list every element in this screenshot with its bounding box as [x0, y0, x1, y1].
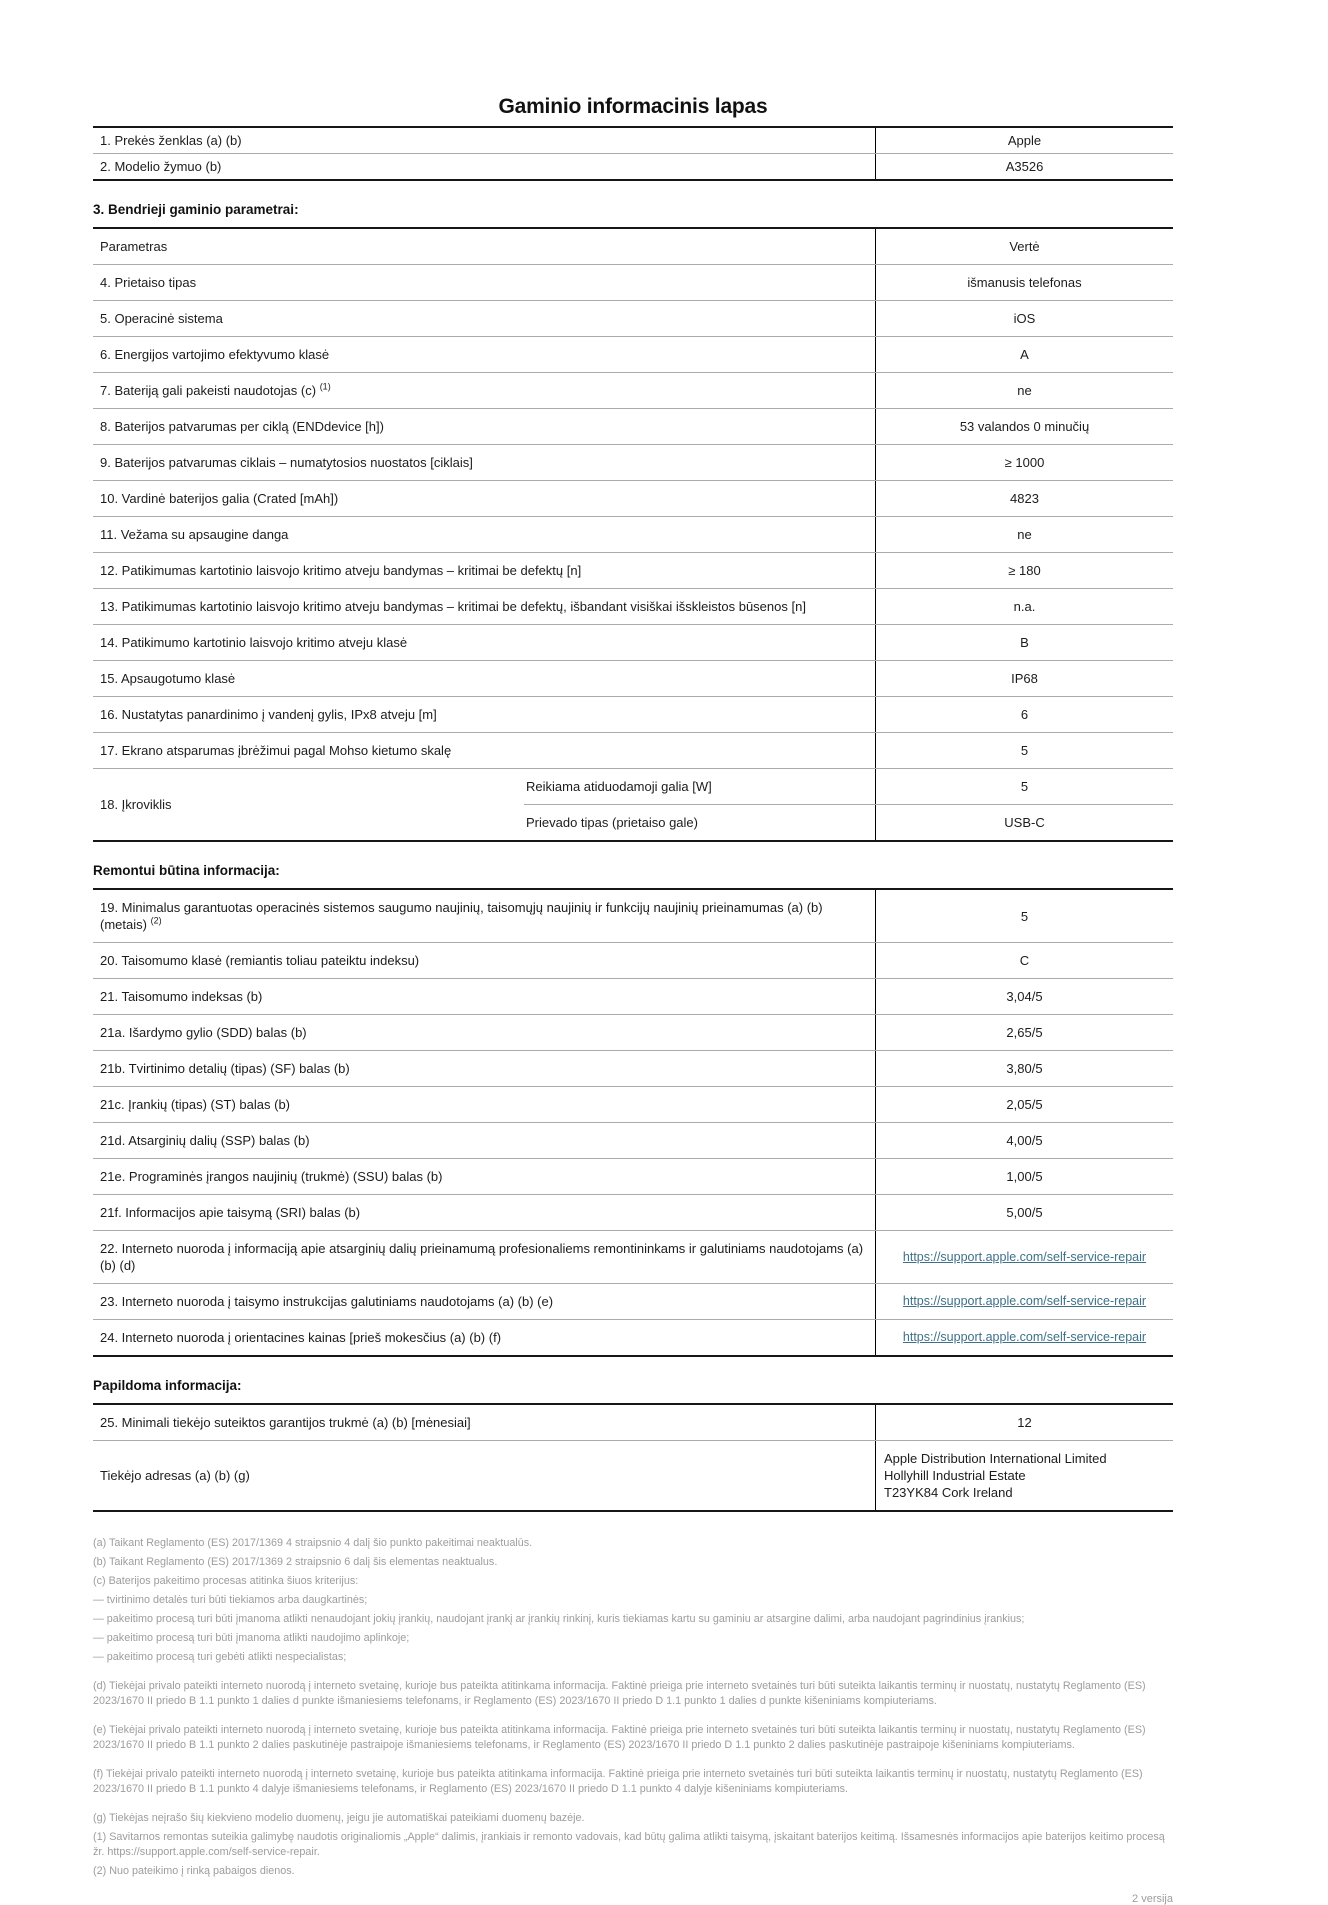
- table-row: [93, 153, 1173, 179]
- table-row: [93, 1230, 1173, 1283]
- param-value-text: ≥ 180: [1008, 563, 1041, 578]
- param-value-text: 3,04/5: [1006, 989, 1043, 1004]
- charger-sub-table: [524, 769, 1173, 840]
- footnote-line: (e) Tiekėjai privalo pateikti interneto nuorodą į interneto svetainę, kurioje bus pateikta atitinkama informacija. Faktinė prieiga prie interneto svetainės turi būti suteikta laikantis terminų ir nuostatų, nustatytų Reglamento (ES) 2023/1670 II priedo B 1.1 punkto 2 dalies paskutinėje pastraipoje išmaniesiems telefonams, ir Reglamento (ES) 2023/1670 II priedo D 1.1 punkto 2 dalies paskutinėje pastraipoje kišeniniams kompiuteriams.: [93, 1724, 1146, 1751]
- param-label-text: 15. Apsaugotumo klasė: [100, 671, 236, 686]
- table-row: [93, 1405, 1173, 1440]
- param-value-text: Vertė: [1009, 239, 1040, 254]
- param-label: [93, 1123, 875, 1158]
- table-row: [93, 978, 1173, 1014]
- param-value-text: išmanusis telefonas: [967, 275, 1082, 290]
- footnote-line: — pakeitimo procesą turi būti įmanoma atlikti naudojimo aplinkoje;: [93, 1632, 410, 1644]
- table-row: [93, 408, 1173, 444]
- param-label-text: 21a. Išardymo gylio (SDD) balas (b): [100, 1025, 307, 1040]
- param-value: [875, 1405, 1173, 1440]
- param-label: [93, 625, 875, 660]
- param-label: [93, 445, 875, 480]
- table-row: [93, 624, 1173, 660]
- param-value-text: 1,00/5: [1006, 1169, 1043, 1184]
- param-label-text: 5. Operacinė sistema: [100, 311, 223, 326]
- param-label-text: 21f. Informacijos apie taisymą (SRI) balas (b): [100, 1205, 361, 1220]
- param-label-text: 23. Interneto nuoroda į taisymo instrukcijas galutiniams naudotojams (a) (b) (e): [100, 1294, 554, 1309]
- param-label: [93, 943, 875, 978]
- param-value-text: A: [1020, 347, 1029, 362]
- additional-info-table: [93, 1403, 1173, 1512]
- param-value-text: n.a.: [1013, 599, 1036, 614]
- param-value: [875, 943, 1173, 978]
- param-label-text: 21. Taisomumo indeksas (b): [100, 989, 263, 1004]
- param-value: [875, 409, 1173, 444]
- footnote-group: [93, 1536, 1173, 1665]
- param-label: [93, 769, 524, 840]
- param-label: [93, 1405, 875, 1440]
- param-label-text: 24. Interneto nuoroda į orientacines kainas [prieš mokesčius (a) (b) (f): [100, 1330, 502, 1345]
- param-label: [93, 553, 875, 588]
- param-value: [875, 661, 1173, 696]
- param-label-text: Reikiama atiduodamoji galia [W]: [526, 779, 712, 794]
- footnote-line: — pakeitimo procesą turi gebėti atlikti nespecialistas;: [93, 1651, 347, 1663]
- param-label-text: 19. Minimalus garantuotas operacinės sistemos saugumo naujinių, taisomųjų naujinių ir funkcijų naujinių prieinamumas (a) (b) (metais) $^{(2)}$: [100, 900, 823, 932]
- footnote-line: (g) Tiekėjas neįrašo šių kiekvieno modelio duomenų, jeigu jie automatiškai pateikiami duomenų bazėje.: [93, 1812, 585, 1824]
- param-value: [875, 697, 1173, 732]
- param-value-text: 5: [1020, 908, 1029, 924]
- footnote-line: (2) Nuo pateikimo į rinką pabaigos dienos.: [93, 1865, 295, 1877]
- supplier-address-lines: [884, 1450, 1107, 1501]
- footnote-line: (a) Taikant Reglamento (ES) 2017/1369 4 straipsnio 4 dalį šio punkto pakeitimai neaktualūs.: [93, 1537, 533, 1549]
- table-row: [93, 372, 1173, 408]
- repair-link[interactable]: https://support.apple.com/self-service-repair: [902, 1249, 1147, 1264]
- footnote-line: — tvirtinimo detalės turi būti tiekiamos arba daugkartinės;: [93, 1594, 368, 1606]
- param-label-text: 10. Vardinė baterijos galia (Crated [mAh]): [100, 491, 339, 506]
- param-value: [875, 1320, 1173, 1355]
- table-row: [93, 1050, 1173, 1086]
- footnote-line: — pakeitimo procesą turi būti įmanoma atlikti nenaudojant jokių įrankių, naudojant įrankį ar įrankių rinkinį, kuris tiekiamas kartu su gaminiu ar atsargine dalimi, arba naudojant pagrindinius įrankius;: [93, 1613, 1025, 1625]
- param-value-text: Apple: [1007, 133, 1042, 148]
- param-label: [93, 1195, 875, 1230]
- param-value-text: 5: [1020, 779, 1029, 794]
- param-label-text: 21d. Atsarginių dalių (SSP) balas (b): [100, 1133, 310, 1148]
- table-row: [93, 552, 1173, 588]
- param-label: [93, 337, 875, 372]
- param-label: [93, 979, 875, 1014]
- table-row: [93, 229, 1173, 264]
- footnote-line: (c) Baterijos pakeitimo procesas atitinka šiuos kriterijus:: [93, 1575, 359, 1587]
- table-row: [93, 942, 1173, 978]
- table-row: [93, 1319, 1173, 1355]
- param-label: [93, 373, 875, 408]
- param-value-text: USB-C: [1004, 815, 1045, 830]
- table-row: [93, 1014, 1173, 1050]
- param-label-text: Parametras: [100, 239, 168, 254]
- section-heading-additional: Papildoma informacija:: [93, 1378, 242, 1393]
- param-value: [875, 979, 1173, 1014]
- table-row: [93, 128, 1173, 153]
- param-label-text: 22. Interneto nuoroda į informaciją apie atsarginių dalių prieinamumą profesionaliems remontininkams ir galutiniams naudotojams (a) (b) (d): [100, 1241, 864, 1273]
- param-value: [875, 337, 1173, 372]
- charger-sub-row: [524, 769, 1173, 804]
- supplier-address: [875, 1441, 1173, 1510]
- param-label: [93, 1284, 875, 1319]
- param-value: [875, 805, 1173, 840]
- param-value-text: ne: [1017, 527, 1032, 542]
- param-value-text: 5,00/5: [1006, 1205, 1043, 1220]
- charger-row: [93, 768, 1173, 840]
- param-value: [875, 517, 1173, 552]
- param-label: [93, 697, 875, 732]
- param-label: [93, 301, 875, 336]
- param-label: [93, 1087, 875, 1122]
- param-value: [875, 128, 1173, 153]
- param-label: [93, 229, 875, 264]
- param-label: [93, 1441, 875, 1510]
- param-label: [524, 805, 875, 840]
- param-value-text: 2,05/5: [1006, 1097, 1043, 1112]
- param-value-text: 53 valandos 0 minučių: [959, 419, 1090, 434]
- footnote-group: [93, 1767, 1173, 1797]
- param-value: [875, 154, 1173, 179]
- param-value: [875, 1123, 1173, 1158]
- param-label-text: 8. Baterijos patvarumas per ciklą (ENDdevice [h]): [100, 419, 384, 434]
- table-row: [93, 1158, 1173, 1194]
- repair-link[interactable]: https://support.apple.com/self-service-repair: [902, 1294, 1147, 1308]
- param-label: [93, 409, 875, 444]
- param-value: [875, 1159, 1173, 1194]
- address-line: Hollyhill Industrial Estate: [884, 1468, 1026, 1483]
- section-heading-general: 3. Bendrieji gaminio parametrai:: [93, 202, 299, 217]
- footnote-marker: (1): [319, 381, 331, 392]
- table-row: [93, 1283, 1173, 1319]
- param-label-text: 21c. Įrankių (tipas) (ST) balas (b): [100, 1097, 291, 1112]
- param-label-text: 14. Patikimumo kartotinio laisvojo kritimo atveju klasė: [100, 635, 408, 650]
- param-label: [93, 661, 875, 696]
- param-label: [93, 1051, 875, 1086]
- table-row: [93, 1086, 1173, 1122]
- param-value-text: 5: [1020, 743, 1029, 758]
- param-value-text: A3526: [1005, 159, 1044, 174]
- document-page: [93, 0, 1173, 1905]
- param-label-text: 4. Prietaiso tipas: [100, 275, 197, 290]
- footnote-line: (d) Tiekėjai privalo pateikti interneto nuorodą į interneto svetainę, kurioje bus pateikta atitinkama informacija. Faktinė prieiga prie interneto svetainės turi būti suteikta laikantis terminų ir nuostatų, nustatytų Reglamento (ES) 2023/1670 II priedo B 1.1 punkto 1 dalies d punkte išmaniesiems telefonams, ir Reglamento (ES) 2023/1670 II priedo D 1.1 punkto 1 dalies d punkte kišeniniams kompiuteriams.: [93, 1680, 1146, 1707]
- param-label-text: 6. Energijos vartojimo efektyvumo klasė: [100, 347, 330, 362]
- charger-sub-row: [524, 804, 1173, 840]
- param-value: [875, 1015, 1173, 1050]
- page-title: Gaminio informacinis lapas: [498, 95, 768, 118]
- param-value-text: iOS: [1013, 311, 1036, 326]
- param-value: [875, 1087, 1173, 1122]
- param-value: [875, 769, 1173, 804]
- param-value: [875, 1231, 1173, 1283]
- param-label: [93, 733, 875, 768]
- param-label-text: 25. Minimali tiekėjo suteiktos garantijos trukmė (a) (b) [mėnesiai]: [100, 1415, 471, 1430]
- table-row: [93, 480, 1173, 516]
- footnote-group: [93, 1811, 1173, 1879]
- address-line: Apple Distribution International Limited: [884, 1451, 1107, 1466]
- param-label-text: 9. Baterijos patvarumas ciklais – numatytosios nuostatos [ciklais]: [100, 455, 473, 470]
- footnote-line: (1) Savitarnos remontas suteikia galimybę naudotis originaliomis „Apple“ dalimis, įrankiais ir remonto vadovais, kad būtų galima atlikti taisymą, įskaitant baterijos keitimą. Išsamesnės informacijos apie baterijos keitimo procesą žr. https://support.apple.com/self-service-repair.: [93, 1831, 1165, 1858]
- param-label: [93, 154, 875, 179]
- param-value: [875, 1284, 1173, 1319]
- param-value: [875, 229, 1173, 264]
- table-row: [93, 1122, 1173, 1158]
- param-value: [875, 445, 1173, 480]
- repair-info-table: [93, 888, 1173, 1357]
- supplier-address-row: [93, 1440, 1173, 1510]
- param-value: [875, 373, 1173, 408]
- param-label: [93, 517, 875, 552]
- param-label: [93, 265, 875, 300]
- param-label-text: 7. Bateriją gali pakeisti naudotojas (c) $^{(1)}$: [100, 381, 331, 398]
- param-value-text: 3,80/5: [1006, 1061, 1043, 1076]
- brand-model-table: [93, 126, 1173, 181]
- param-label-text: 21b. Tvirtinimo detalių (tipas) (SF) balas (b): [100, 1061, 350, 1076]
- param-value-text: IP68: [1011, 671, 1038, 686]
- table-row: [93, 516, 1173, 552]
- general-parameters-table: [93, 227, 1173, 842]
- param-value: [875, 481, 1173, 516]
- param-label: [93, 1159, 875, 1194]
- footnote-marker: (2): [150, 915, 162, 926]
- param-value-text: B: [1020, 635, 1029, 650]
- param-value: [875, 589, 1173, 624]
- param-label: [93, 128, 875, 153]
- param-label-text: 12. Patikimumas kartotinio laisvojo kritimo atveju bandymas – kritimai be defektų [n]: [100, 563, 582, 578]
- param-value: [875, 890, 1173, 942]
- table-row: [93, 1194, 1173, 1230]
- param-label-text: Prievado tipas (prietaiso gale): [526, 815, 698, 830]
- table-row: [93, 890, 1173, 942]
- param-value: [875, 301, 1173, 336]
- section-heading-repair: Remontui būtina informacija:: [93, 863, 280, 878]
- param-value: [875, 553, 1173, 588]
- param-label: [93, 1015, 875, 1050]
- address-line: T23YK84 Cork Ireland: [884, 1485, 1013, 1500]
- param-label: [524, 769, 875, 804]
- param-label-text: 21e. Programinės įrangos naujinių (trukmė) (SSU) balas (b): [100, 1169, 443, 1184]
- param-label-text: Tiekėjo adresas (a) (b) (g): [100, 1468, 250, 1483]
- param-value-text: ne: [1017, 383, 1032, 398]
- param-value: [875, 733, 1173, 768]
- footnote-line: (b) Taikant Reglamento (ES) 2017/1369 2 straipsnio 6 dalį šis elementas neaktualus.: [93, 1556, 498, 1568]
- param-label: [93, 1231, 875, 1283]
- table-row: [93, 336, 1173, 372]
- param-label-text: 2. Modelio žymuo (b): [100, 159, 222, 174]
- param-label-text: 17. Ekrano atsparumas įbrėžimui pagal Mohso kietumo skalę: [100, 743, 452, 758]
- table-row: [93, 300, 1173, 336]
- param-value-text: 2,65/5: [1006, 1025, 1043, 1040]
- footnote-group: [93, 1723, 1173, 1753]
- param-value-text: C: [1019, 953, 1030, 968]
- version-label: 2 versija: [1132, 1893, 1173, 1905]
- table-row: [93, 732, 1173, 768]
- param-value-text: 4823: [1010, 491, 1039, 506]
- table-row: [93, 660, 1173, 696]
- table-row: [93, 444, 1173, 480]
- param-value: [875, 1051, 1173, 1086]
- param-label-text: 18. Įkroviklis: [100, 797, 172, 812]
- param-value: [875, 265, 1173, 300]
- param-label: [93, 1320, 875, 1355]
- param-value-text: 4,00/5: [1006, 1133, 1043, 1148]
- table-row: [93, 588, 1173, 624]
- table-row: [93, 696, 1173, 732]
- param-label: [93, 890, 875, 942]
- footnote-group: [93, 1679, 1173, 1709]
- param-label-text: 13. Patikimumas kartotinio laisvojo kritimo atveju bandymas – kritimai be defektų, išbandant visiškai išskleistos būsenos [n]: [100, 599, 806, 614]
- param-value: [875, 1195, 1173, 1230]
- footnote-line: (f) Tiekėjai privalo pateikti interneto nuorodą į interneto svetainę, kurioje bus pateikta atitinkama informacija. Faktinė prieiga prie interneto svetainės turi būti suteikta laikantis terminų ir nuostatų, nustatytų Reglamento (ES) 2023/1670 II priedo B 1.1 punkto 4 dalyje išmaniesiems telefonams, ir Reglamento (ES) 2023/1670 II priedo D 1.1 punkto 4 dalyje kišeniniams kompiuteriams.: [93, 1768, 1143, 1795]
- param-label-text: 11. Vežama su apsaugine danga: [100, 527, 289, 542]
- table-row: [93, 264, 1173, 300]
- param-label: [93, 481, 875, 516]
- param-value: [875, 625, 1173, 660]
- param-label-text: 20. Taisomumo klasė (remiantis toliau pateiktu indeksu): [100, 953, 420, 968]
- param-label-text: 16. Nustatytas panardinimo į vandenį gylis, IPx8 atveju [m]: [100, 707, 437, 722]
- repair-link[interactable]: https://support.apple.com/self-service-repair: [902, 1330, 1147, 1344]
- footnotes: [93, 1536, 1173, 1879]
- param-value-text: 12: [1017, 1415, 1032, 1430]
- param-label: [93, 589, 875, 624]
- param-value-text: ≥ 1000: [1004, 455, 1045, 470]
- param-label-text: 1. Prekės ženklas (a) (b): [100, 133, 242, 148]
- param-value-text: 6: [1020, 707, 1029, 722]
